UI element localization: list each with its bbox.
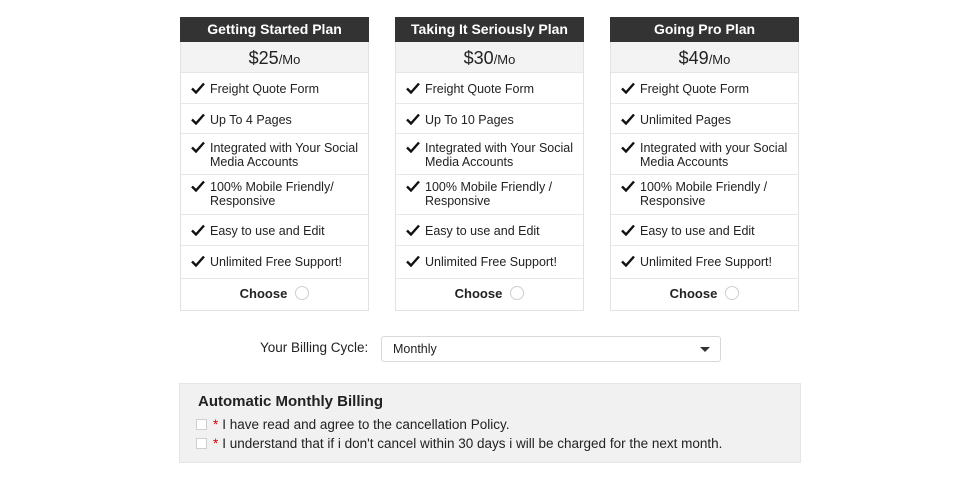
feature-item <box>181 246 368 279</box>
check-icon <box>191 113 205 125</box>
feature-text: Up To 4 Pages <box>210 113 292 127</box>
plan-radio[interactable] <box>510 286 524 300</box>
check-icon <box>621 82 635 94</box>
price-amount: $25 <box>248 48 279 68</box>
feature-text: 100% Mobile Friendly / Responsive <box>640 180 768 208</box>
check-icon <box>621 180 635 192</box>
feature-text: Integrated with Your Social Media Accounts <box>425 141 574 169</box>
feature-item <box>396 73 583 104</box>
choose-label: Choose <box>669 285 718 301</box>
agree-charge-text: I understand that if i don't cancel within 30 days i will be charged for the next month. <box>222 435 723 451</box>
price-period: /Mo <box>278 52 301 67</box>
agree-cancellation-text: I have read and agree to the cancellation Policy. <box>222 416 510 432</box>
feature-item <box>181 215 368 246</box>
billing-cycle-select[interactable] <box>381 336 721 362</box>
billing-cycle-label: Your Billing Cycle: <box>260 340 369 355</box>
check-icon <box>406 180 420 192</box>
billing-cycle-value: Monthly <box>393 342 437 356</box>
feature-item <box>611 215 798 246</box>
plan-title: Going Pro Plan <box>610 17 799 42</box>
choose-label: Choose <box>454 285 503 301</box>
feature-list <box>181 73 368 279</box>
feature-text: Easy to use and Edit <box>640 224 755 238</box>
pricing-plans <box>180 17 801 312</box>
choose-plan-option[interactable] <box>181 279 368 307</box>
price-amount: $30 <box>463 48 494 68</box>
plan-price <box>181 42 368 73</box>
automatic-billing-title: Automatic Monthly Billing <box>198 393 383 410</box>
check-icon <box>621 113 635 125</box>
feature-text: Freight Quote Form <box>210 82 320 96</box>
check-icon <box>621 141 635 153</box>
feature-text: Up To 10 Pages <box>425 113 514 127</box>
feature-item <box>396 246 583 279</box>
feature-text: Unlimited Free Support! <box>640 255 773 269</box>
feature-item <box>396 175 583 215</box>
choose-plan-option[interactable] <box>396 279 583 307</box>
feature-list <box>611 73 798 279</box>
feature-item <box>181 175 368 215</box>
price-period: /Mo <box>708 52 731 67</box>
check-icon <box>406 255 420 267</box>
feature-item <box>181 73 368 104</box>
plan-radio[interactable] <box>725 286 739 300</box>
plan-title: Taking It Seriously Plan <box>395 17 584 42</box>
feature-text: Freight Quote Form <box>425 82 535 96</box>
check-icon <box>191 141 205 153</box>
feature-item <box>396 104 583 134</box>
check-icon <box>406 82 420 94</box>
feature-text: Freight Quote Form <box>640 82 750 96</box>
agree-cancellation-row <box>196 416 509 432</box>
feature-text: Integrated with your Social Media Accounts <box>640 141 788 169</box>
feature-text: 100% Mobile Friendly/ Responsive <box>210 180 334 208</box>
check-icon <box>621 255 635 267</box>
check-icon <box>406 141 420 153</box>
billing-cycle-row <box>260 336 722 362</box>
feature-item <box>611 73 798 104</box>
automatic-billing-panel <box>179 383 801 463</box>
check-icon <box>191 82 205 94</box>
required-mark: * <box>213 416 219 432</box>
feature-item <box>611 246 798 279</box>
plan-title: Getting Started Plan <box>180 17 369 42</box>
plan-price <box>611 42 798 73</box>
choose-plan-option[interactable] <box>611 279 798 307</box>
agree-cancellation-checkbox[interactable] <box>196 419 207 430</box>
plan-price <box>396 42 583 73</box>
feature-text: Easy to use and Edit <box>210 224 325 238</box>
choose-label: Choose <box>239 285 288 301</box>
feature-text: Unlimited Pages <box>640 113 732 127</box>
feature-text: 100% Mobile Friendly / Responsive <box>425 180 553 208</box>
price-amount: $49 <box>678 48 709 68</box>
price-period: /Mo <box>493 52 516 67</box>
feature-item <box>396 215 583 246</box>
plan-card-taking-it-seriously <box>395 17 584 311</box>
feature-item <box>181 104 368 134</box>
feature-text: Easy to use and Edit <box>425 224 540 238</box>
plan-card-getting-started <box>180 17 369 311</box>
agree-charge-checkbox[interactable] <box>196 438 207 449</box>
feature-list <box>396 73 583 279</box>
required-mark: * <box>213 435 219 451</box>
chevron-down-icon <box>700 347 710 352</box>
plan-card-going-pro <box>610 17 799 311</box>
feature-item <box>611 104 798 134</box>
agree-charge-row <box>196 435 722 451</box>
feature-text: Unlimited Free Support! <box>425 255 558 269</box>
plan-radio[interactable] <box>295 286 309 300</box>
feature-item <box>181 134 368 175</box>
check-icon <box>191 255 205 267</box>
feature-text: Unlimited Free Support! <box>210 255 343 269</box>
feature-item <box>611 175 798 215</box>
feature-item <box>396 134 583 175</box>
check-icon <box>191 180 205 192</box>
feature-text: Integrated with Your Social Media Accounts <box>210 141 359 169</box>
feature-item <box>611 134 798 175</box>
check-icon <box>406 113 420 125</box>
check-icon <box>406 224 420 236</box>
check-icon <box>191 224 205 236</box>
check-icon <box>621 224 635 236</box>
